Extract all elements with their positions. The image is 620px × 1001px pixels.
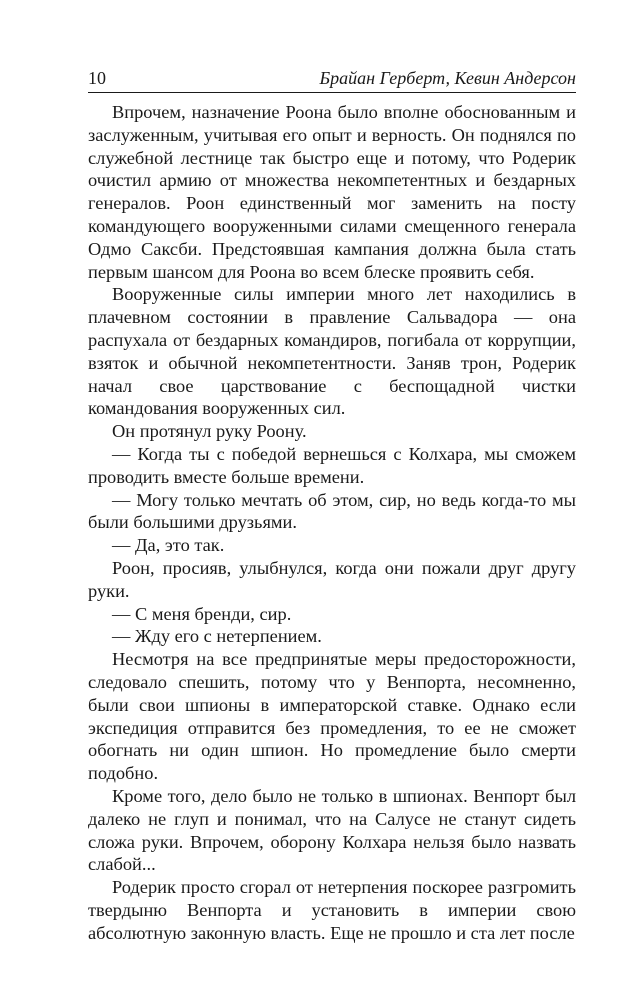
header-rule [88, 92, 576, 93]
paragraph: Несмотря на все предпринятые меры предосторожности, следовало спешить, потому что у Венпорта, несомненно, были свои шпионы в императорской ставке. Однако если экспедиция отправится без промедления, то ее не сможет обогнать ни один шпион. Но промедление было смерти подобно. [88, 649, 576, 784]
paragraph: Кроме того, дело было не только в шпионах. Венпорт был далеко не глуп и понимал, что на Салусе не станут сидеть сложа руки. Впрочем, оборону Колхара нельзя было назвать слабой... [88, 785, 576, 875]
dialogue-line: — Да, это так. [112, 535, 225, 556]
paragraph: Родерик просто сгорал от нетерпения поскорее разгромить твердыню Венпорта и установить в империи свою абсолютную законную власть. Еще не прошло и ста лет после [88, 877, 576, 943]
page-number: 10 [88, 68, 106, 88]
dialogue-line: — Могу только мечтать об этом, сир, но ведь когда-то мы были большими друзьями. [88, 489, 576, 533]
paragraph: Вооруженные силы империи много лет находились в плачевном состоянии в правление Сальвадора — она распухала от бездарных командиров, погибала от коррупции, взяток и обычной некомпетентности. Заняв трон, Родерик начал свое царствование с беспощадной чистки командования вооруженных сил. [88, 284, 576, 419]
running-header [88, 64, 576, 92]
book-page [88, 64, 576, 944]
running-head-authors: Брайан Герберт, Кевин Андерсон [319, 68, 576, 88]
paragraph: Роон, просияв, улыбнулся, когда они пожали друг другу руки. [88, 557, 576, 601]
dialogue-line: — Жду его с нетерпением. [112, 626, 322, 647]
paragraph: Он протянул руку Роону. [112, 421, 307, 442]
paragraph: Впрочем, назначение Роона было вполне обоснованным и заслуженным, учитывая его опыт и верность. Он поднялся по служебной лестнице так быстро еще и потому, что Родерик очистил армию от множества некомпетентных и бездарных генералов. Роон единственный мог заменить на посту командующего вооруженными силами смещенного генерала Одмо Саксби. Предстоявшая кампания должна была стать первым шансом для Роона во всем блеске проявить себя. [88, 102, 576, 282]
body-text [88, 101, 576, 944]
dialogue-line: — Когда ты с победой вернешься с Колхара, мы сможем проводить вместе больше времени. [88, 443, 576, 487]
dialogue-line: — С меня бренди, сир. [112, 603, 292, 624]
